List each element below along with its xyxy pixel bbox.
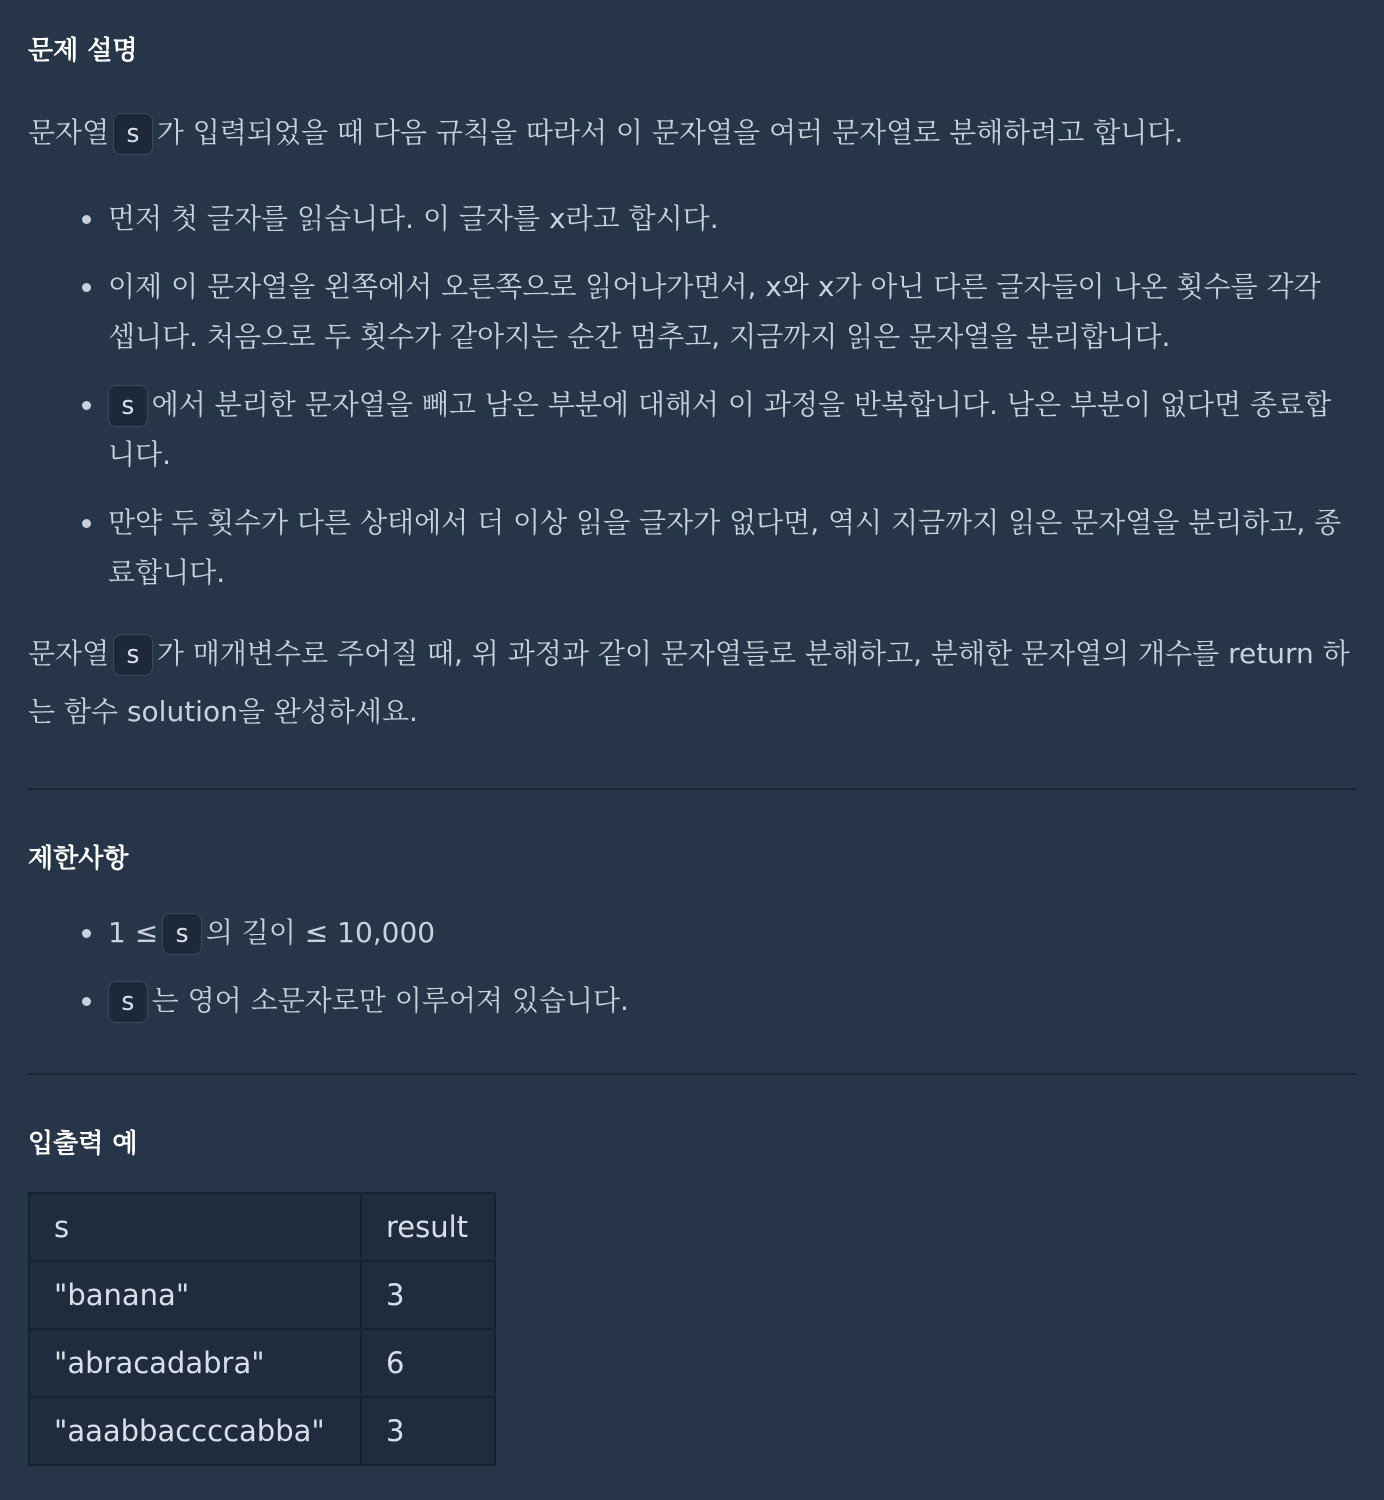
- inline-code-s: s: [113, 634, 153, 676]
- constraints-list: [28, 908, 1356, 1044]
- cell-result: 3: [361, 1261, 495, 1329]
- constraint-suffix: 의 길이 ≤ 10,000: [205, 916, 436, 949]
- rule-text: 이제 이 문자열을 왼쪽에서 오른쪽으로 읽어나가면서, x와 x가 아닌 다른 글자들이 나온 횟수를 각각 셉니다. 처음으로 두 횟수가 같아지는 순간 멈추고, 지금까지 읽은 문자열을 분리합니다.: [108, 270, 1321, 353]
- table-row: [29, 1329, 495, 1397]
- intro-paragraph: [28, 104, 1356, 162]
- constraints-heading: 제한사항: [28, 844, 129, 874]
- cell-result: 6: [361, 1329, 495, 1397]
- examples-table: [28, 1192, 496, 1466]
- section-divider: [28, 788, 1356, 790]
- rule-item-3: [28, 380, 1356, 480]
- header-cell-s: s: [29, 1193, 361, 1261]
- inline-code-s: s: [108, 385, 148, 427]
- rule-item-2: [28, 262, 1356, 362]
- rule-text: 만약 두 횟수가 다른 상태에서 더 이상 읽을 글자가 없다면, 역시 지금까지 읽은 문자열을 분리하고, 종료합니다.: [108, 506, 1342, 589]
- rule-text: 에서 분리한 문자열을 빼고 남은 부분에 대해서 이 과정을 반복합니다. 남은 부분이 없다면 종료합니다.: [108, 388, 1332, 471]
- header-cell-result: result: [361, 1193, 495, 1261]
- constraint-item-1: [28, 908, 1356, 958]
- constraint-suffix: 는 영어 소문자로만 이루어져 있습니다.: [151, 984, 629, 1017]
- rules-list: [28, 194, 1356, 616]
- cell-input: "abracadabra": [29, 1329, 361, 1397]
- task-text-after: 가 매개변수로 주어질 때, 위 과정과 같이 문자열들로 분해하고, 분해한 문자열의 개수를 return 하는 함수 solution을 완성하세요.: [28, 637, 1350, 728]
- cell-input: "banana": [29, 1261, 361, 1329]
- examples-heading: 입출력 예: [28, 1129, 138, 1159]
- intro-text-after: 가 입력되었을 때 다음 규칙을 따라서 이 문자열을 여러 문자열로 분해하려고 합니다.: [156, 116, 1184, 149]
- constraint-prefix: 1 ≤: [108, 916, 159, 949]
- table-row: [29, 1261, 495, 1329]
- inline-code-s: s: [162, 913, 202, 955]
- rule-text: 먼저 첫 글자를 읽습니다. 이 글자를 x라고 합시다.: [108, 202, 719, 235]
- task-paragraph: [28, 625, 1356, 741]
- inline-code-s: s: [108, 981, 148, 1023]
- section-divider: [28, 1073, 1356, 1075]
- task-text-before: 문자열: [28, 637, 110, 670]
- cell-input: "aaabbaccccabba": [29, 1397, 361, 1465]
- table-row: [29, 1397, 495, 1465]
- intro-text-before: 문자열: [28, 116, 110, 149]
- inline-code-s: s: [113, 113, 153, 155]
- cell-result: 3: [361, 1397, 495, 1465]
- constraint-item-2: [28, 976, 1356, 1026]
- rule-item-4: [28, 498, 1356, 598]
- table-header-row: [29, 1193, 495, 1261]
- rule-item-1: [28, 194, 1356, 244]
- description-heading: 문제 설명: [28, 36, 138, 66]
